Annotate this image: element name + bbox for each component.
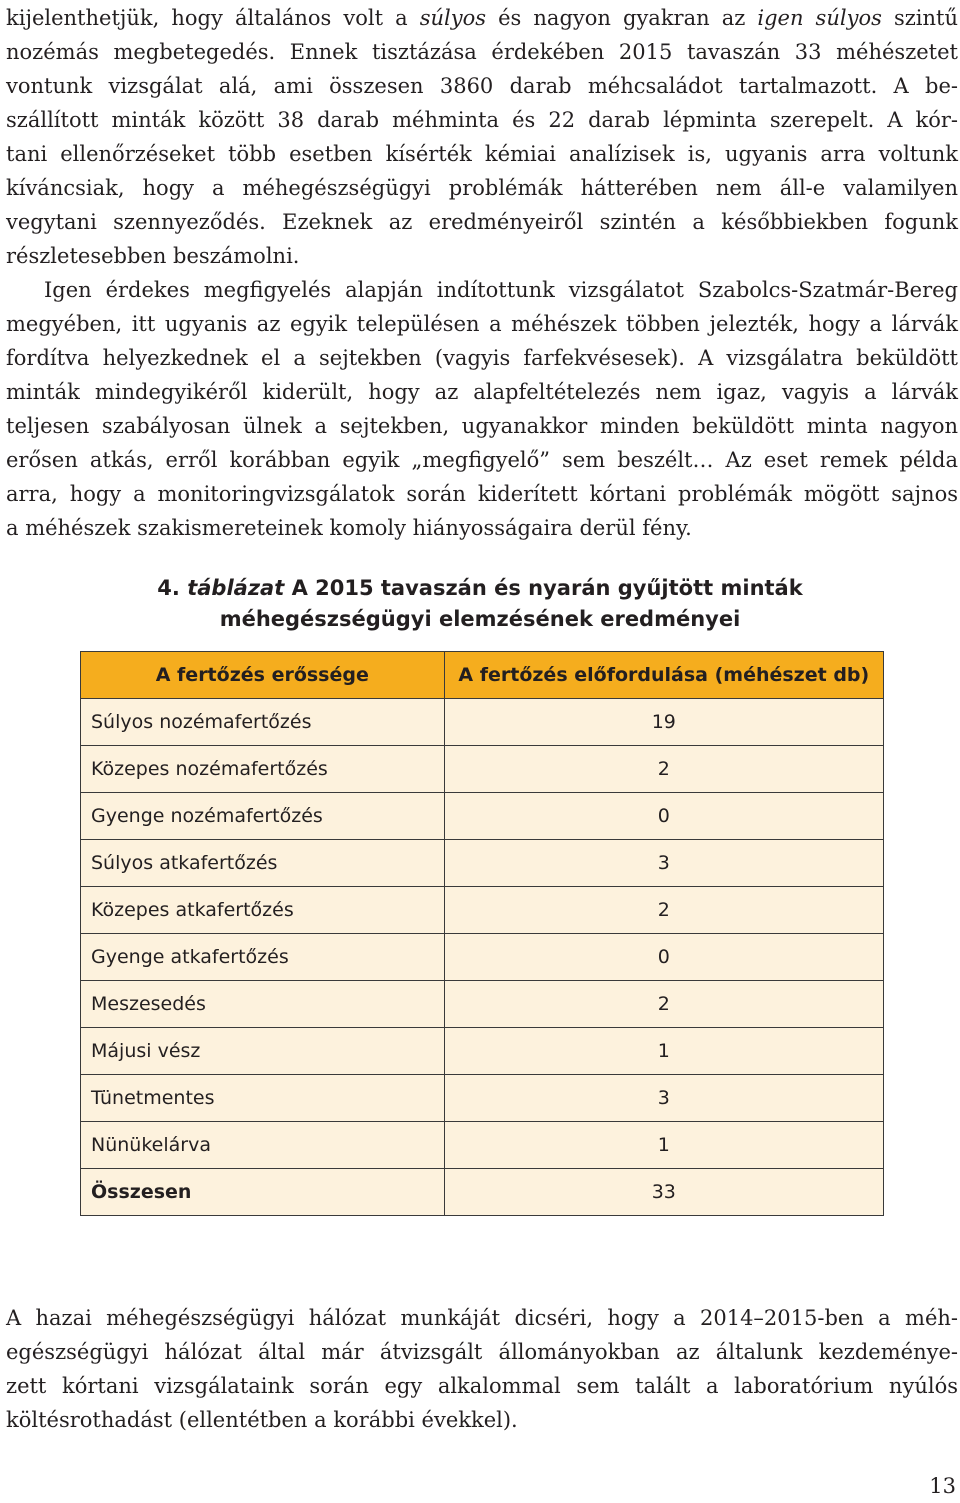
table-row [81, 934, 884, 981]
paragraph-3 [6, 1301, 958, 1437]
row-label: Súlyos atkafertőzés [81, 840, 445, 887]
row-value: 19 [444, 699, 883, 746]
page-number: 13 [929, 1474, 956, 1498]
row-value: 2 [444, 746, 883, 793]
paragraph-2 [6, 273, 958, 545]
text-line: tani ellenőrzéseket több esetben kísérték kémiai analízisek is, ugyanis arra voltunk [6, 142, 958, 166]
caption-title: A 2015 tavaszán és nyarán gyűjtött minták [291, 576, 803, 600]
text-line: kíváncsiak, hogy a méhegészségügyi problémák hátterében nem áll-e valamilyen [6, 176, 958, 200]
text-line: vegytani szennyeződés. Ezeknek az eredményeiről szintén a későbbiekben fogunk [6, 210, 958, 234]
row-value: 1 [444, 1122, 883, 1169]
text-line: részletesebben beszámolni. [6, 244, 300, 268]
text-line: megyében, itt ugyanis az egyik településen a méhészek többen jelezték, hogy a lárvák [6, 312, 958, 336]
row-label: Meszesedés [81, 981, 445, 1028]
header-severity: A fertőzés erőssége [81, 652, 445, 699]
row-value: 1 [444, 1028, 883, 1075]
row-label: Gyenge nozémafertőzés [81, 793, 445, 840]
table-row [81, 699, 884, 746]
text-line: A hazai méhegészségügyi hálózat munkáját dicséri, hogy a 2014–2015-ben a méh- [6, 1306, 958, 1330]
row-label: Közepes nozémafertőzés [81, 746, 445, 793]
table-caption [0, 573, 960, 635]
caption-line-1 [0, 573, 960, 604]
row-label: Súlyos nozémafertőzés [81, 699, 445, 746]
text-line: teljesen szabályosan ülnek a sejtekben, ugyanakkor minden beküldött minta nagyon [6, 414, 958, 438]
row-value: 2 [444, 981, 883, 1028]
text-line: arra, hogy a monitoringvizsgálatok során kiderített kórtani problémák mögött sajnos [6, 482, 958, 506]
table-row [81, 887, 884, 934]
results-table [80, 651, 884, 1216]
text-line: erősen atkás, erről korábban egyik „megfigyelő” sem beszélt… Az eset remek példa [6, 448, 958, 472]
table-row [81, 840, 884, 887]
text-line: vontunk vizsgálat alá, ami összesen 3860 darab méhcsaládot tartalmazott. A be- [6, 74, 958, 98]
total-label: Összesen [81, 1169, 445, 1216]
row-value: 0 [444, 934, 883, 981]
table-row [81, 1075, 884, 1122]
table-label: táblázat [187, 576, 285, 600]
text-line: minták mindegyikéről kiderült, hogy az alapfeltételezés nem igaz, vagyis a lárvák [6, 380, 958, 404]
row-value: 3 [444, 840, 883, 887]
total-value: 33 [444, 1169, 883, 1216]
text-line: nozémás megbetegedés. Ennek tisztázása érdekében 2015 tavaszán 33 méhészetet [6, 40, 958, 64]
text-line: kijelenthetjük, hogy általános volt a súlyos és nagyon gyakran az igen súlyos szintű [6, 6, 958, 30]
table-row [81, 746, 884, 793]
header-occurrence: A fertőzés előfordulása (méhészet db) [444, 652, 883, 699]
text-line: fordítva helyezkednek el a sejtekben (vagyis farfekvésesek). A vizsgálatra beküldött [6, 346, 958, 370]
row-label: Májusi vész [81, 1028, 445, 1075]
table-header-row [81, 652, 884, 699]
row-label: Tünetmentes [81, 1075, 445, 1122]
text-line: költésrothadást (ellentétben a korábbi évekkel). [6, 1408, 518, 1432]
row-label: Nünükelárva [81, 1122, 445, 1169]
text-line: a méhészek szakismereteinek komoly hiányosságaira derül fény. [6, 516, 692, 540]
table-number: 4. [157, 576, 180, 600]
text-line: Igen érdekes megfigyelés alapján indítottunk vizsgálatot Szabolcs-Szatmár-Bereg [44, 278, 958, 302]
row-value: 3 [444, 1075, 883, 1122]
table-total-row [81, 1169, 884, 1216]
row-label: Közepes atkafertőzés [81, 887, 445, 934]
paragraph-1 [6, 1, 958, 273]
table-row [81, 1122, 884, 1169]
table-row [81, 793, 884, 840]
table-row [81, 1028, 884, 1075]
row-value: 0 [444, 793, 883, 840]
table-row [81, 981, 884, 1028]
row-value: 2 [444, 887, 883, 934]
text-line: zett kórtani vizsgálataink során egy alkalommal sem talált a laboratórium nyúlós [6, 1374, 958, 1398]
row-label: Gyenge atkafertőzés [81, 934, 445, 981]
caption-line-2: méhegészségügyi elemzésének eredményei [219, 607, 741, 631]
text-line: szállított minták között 38 darab méhminta és 22 darab lépminta szerepelt. A kór- [6, 108, 958, 132]
text-line: egészségügyi hálózat által már átvizsgált állományokban az általunk kezdeménye- [6, 1340, 958, 1364]
